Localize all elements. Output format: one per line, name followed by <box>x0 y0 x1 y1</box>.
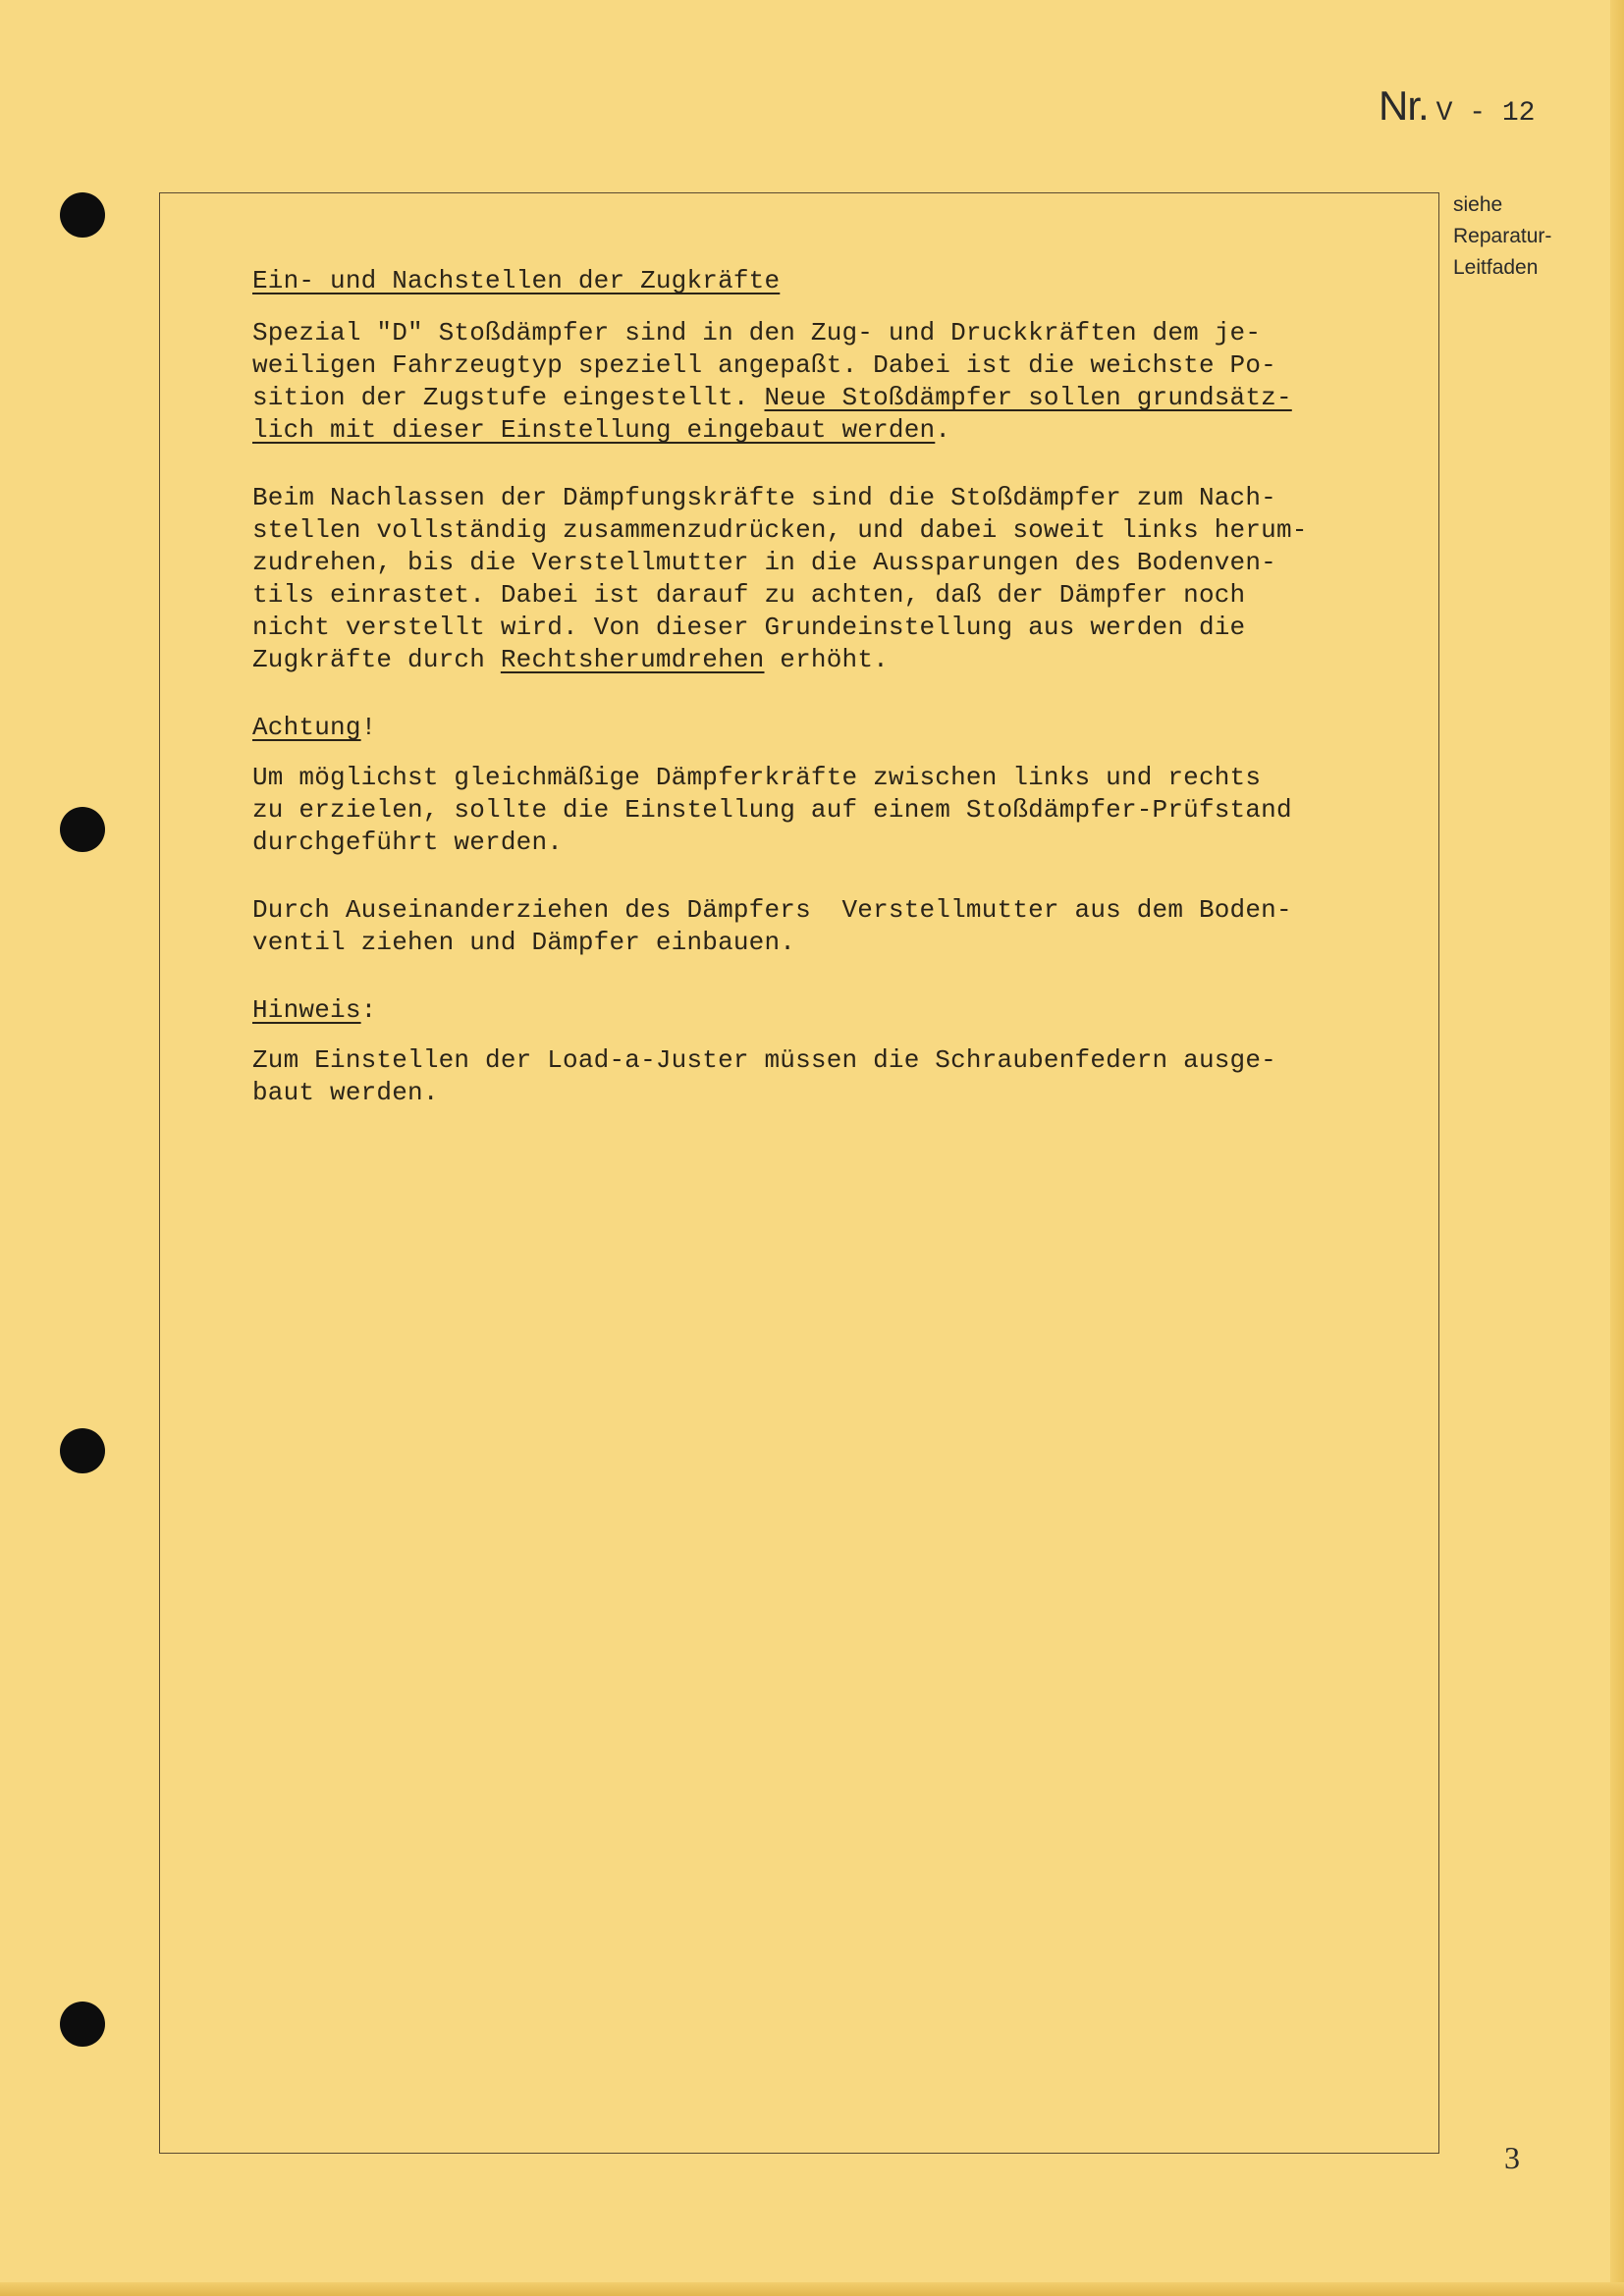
underlined-text: lich mit dieser Einstellung eingebaut werden <box>252 415 936 445</box>
text-segment: erhöht. <box>764 645 889 674</box>
text-line: zudrehen, bis die Verstellmutter in die Aussparungen des Bodenven- <box>252 548 1276 577</box>
punch-hole-3 <box>60 1428 105 1473</box>
underlined-text: Neue Stoßdämpfer sollen grundsätz- <box>764 383 1292 412</box>
attention-heading-text: Achtung <box>252 713 361 742</box>
attention-heading-mark: ! <box>360 713 377 742</box>
punch-hole-1 <box>60 192 105 238</box>
text-line: ventil ziehen und Dämpfer einbauen. <box>252 928 796 957</box>
text-line: Beim Nachlassen der Dämpfungskräfte sind die Stoßdämpfer zum Nach- <box>252 483 1276 512</box>
paragraph-note <box>252 1044 1362 1109</box>
note-heading-mark: : <box>360 995 377 1025</box>
section-title: Ein- und Nachstellen der Zugkräfte <box>252 266 781 295</box>
text-line: Zum Einstellen der Load-a-Juster müssen die Schraubenfedern ausge- <box>252 1045 1276 1075</box>
punch-hole-4 <box>60 2002 105 2047</box>
note-heading <box>252 994 1362 1027</box>
paragraph-intro <box>252 317 1362 447</box>
side-note <box>1453 189 1600 284</box>
text-segment: sition der Zugstufe eingestellt. <box>252 383 765 412</box>
text-line: durchgeführt werden. <box>252 828 564 857</box>
paragraph-install <box>252 894 1362 959</box>
page-edge-bottom <box>0 2282 1624 2296</box>
text-line: baut werden. <box>252 1078 439 1107</box>
side-note-line: siehe <box>1453 193 1503 216</box>
text-line: Spezial "D" Stoßdämpfer sind in den Zug- und Druckkräften dem je- <box>252 318 1262 347</box>
text-line: Durch Auseinanderziehen des Dämpfers Verstellmutter aus dem Boden- <box>252 895 1292 925</box>
text-line: Um möglichst gleichmäßige Dämpferkräfte zwischen links und rechts <box>252 763 1262 792</box>
document-body <box>252 265 1362 1145</box>
underlined-text: Rechtsherumdrehen <box>500 645 765 674</box>
text-line: tils einrastet. Dabei ist darauf zu achten, daß der Dämpfer noch <box>252 580 1246 610</box>
note-heading-text: Hinweis <box>252 995 361 1025</box>
side-note-line: Leitfaden <box>1453 256 1539 279</box>
document-number <box>1379 82 1536 130</box>
side-note-line: Reparatur- <box>1453 225 1552 247</box>
page-number: 3 <box>1504 2140 1520 2175</box>
text-line <box>252 414 1362 447</box>
text-line <box>252 644 1362 676</box>
document-number-label: Nr. <box>1379 82 1429 129</box>
page-edge-right <box>1610 0 1624 2296</box>
text-segment: . <box>935 415 951 445</box>
text-line: weiligen Fahrzeugtyp speziell angepaßt. Dabei ist die weichste Po- <box>252 350 1276 380</box>
document-number-value: V - 12 <box>1435 98 1536 129</box>
punch-hole-2 <box>60 807 105 852</box>
text-line: nicht verstellt wird. Von dieser Grundeinstellung aus werden die <box>252 613 1246 642</box>
text-line <box>252 382 1362 414</box>
attention-heading <box>252 712 1362 744</box>
text-line: zu erzielen, sollte die Einstellung auf einem Stoßdämpfer-Prüfstand <box>252 795 1292 825</box>
paragraph-attention <box>252 762 1362 859</box>
text-line: stellen vollständig zusammenzudrücken, und dabei soweit links herum- <box>252 515 1308 545</box>
text-segment: Zugkräfte durch <box>252 645 501 674</box>
paragraph-adjustment <box>252 482 1362 676</box>
